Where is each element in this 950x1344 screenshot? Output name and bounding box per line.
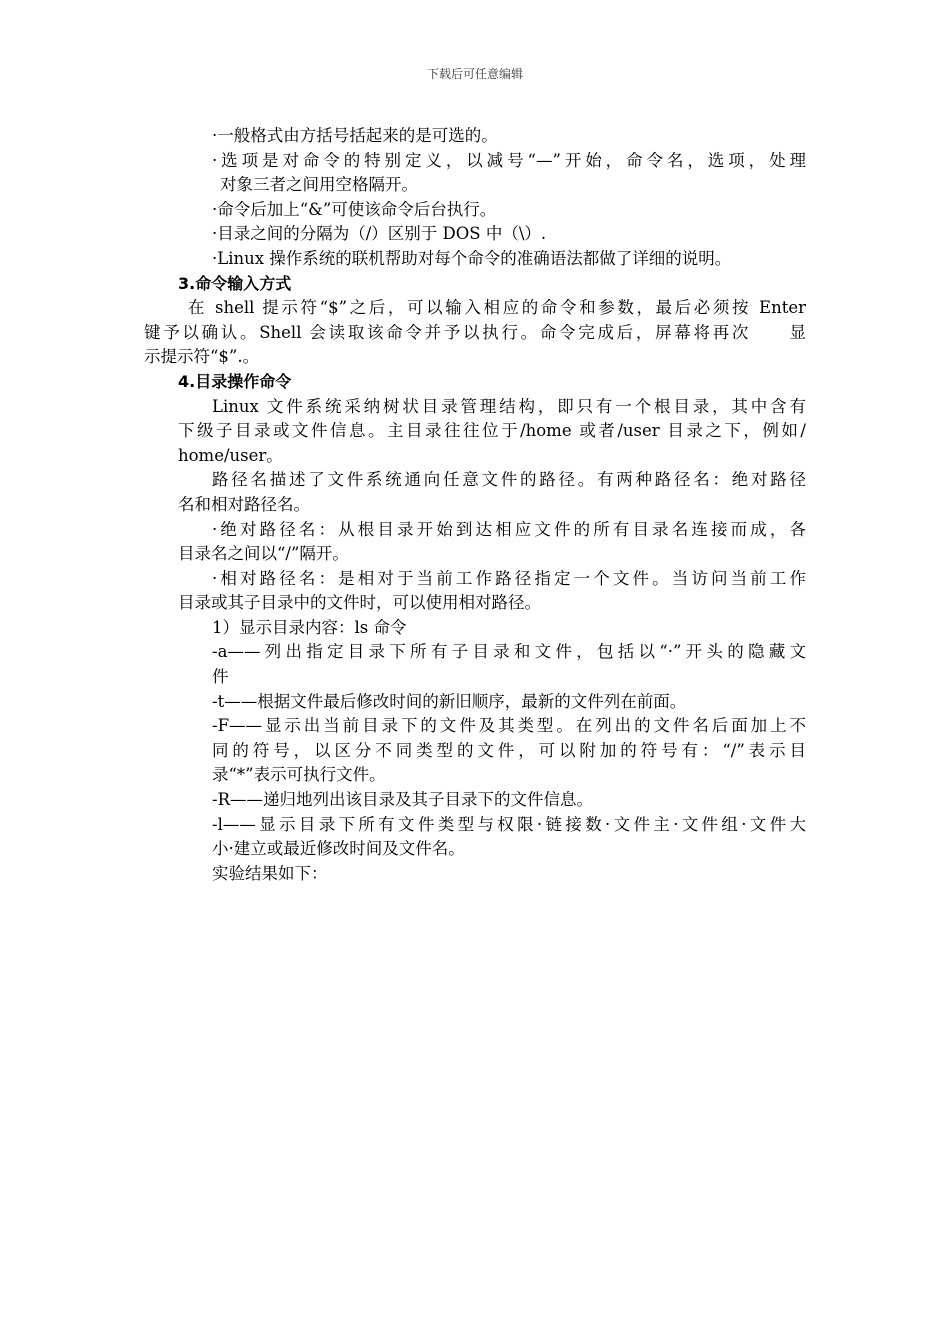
text-line: ·绝对路径名：从根目录开始到达相应文件的所有目录名连接而成，各 bbox=[212, 519, 806, 539]
page-header: 下载后可任意编辑 bbox=[426, 67, 523, 81]
ls-title bbox=[0, 616, 950, 641]
document-body bbox=[0, 124, 950, 886]
heading-text: 3.命令输入方式 bbox=[178, 273, 292, 293]
bullet-item bbox=[0, 247, 950, 272]
text-line: 件 bbox=[212, 667, 229, 687]
bullet-item bbox=[0, 222, 950, 247]
text-line: 在 shell 提示符“$”之后，可以输入相应的命令和参数，最后必须按 Enter bbox=[188, 298, 806, 318]
paragraph bbox=[0, 395, 950, 469]
paragraph bbox=[0, 518, 950, 567]
option-item bbox=[0, 788, 950, 813]
text-line: 示提示符“$”.。 bbox=[144, 347, 260, 367]
bullet-item bbox=[0, 198, 950, 223]
text-line: 录“*”表示可执行文件。 bbox=[212, 765, 386, 785]
option-item bbox=[0, 813, 950, 862]
text-line: Linux 文件系统采纳树状目录管理结构，即只有一个根目录，其中含有 bbox=[212, 396, 806, 416]
text-line: ·相对路径名：是相对于当前工作路径指定一个文件。当访问当前工作 bbox=[212, 568, 806, 588]
text-line: 名和相对路径名。 bbox=[178, 494, 310, 514]
section-heading bbox=[0, 272, 950, 297]
text-line: -t——根据文件最后修改时间的新旧顺序，最新的文件列在前面。 bbox=[212, 691, 687, 711]
text-line: 小·建立或最近修改时间及文件名。 bbox=[212, 839, 465, 859]
option-item bbox=[0, 714, 950, 788]
bullet-item bbox=[0, 149, 950, 198]
text-line: 1）显示目录内容：ls 命令 bbox=[212, 617, 407, 637]
bullet-item bbox=[0, 124, 950, 149]
text-line: 同的符号，以区分不同类型的文件，可以附加的符号有：“/”表示目 bbox=[212, 740, 806, 760]
text-line: 键予以确认。Shell 会读取该命令并予以执行。命令完成后，屏幕将再次 显 bbox=[144, 322, 806, 342]
text-line: 路径名描述了文件系统通向任意文件的路径。有两种路径名：绝对路径 bbox=[212, 470, 806, 490]
text-line: 目录或其子目录中的文件时，可以使用相对路径。 bbox=[178, 593, 541, 613]
text-line: -a——列出指定目录下所有子目录和文件，包括以“·”开头的隐藏文 bbox=[212, 642, 806, 662]
text-line: ·一般格式由方括号括起来的是可选的。 bbox=[212, 126, 498, 145]
text-line: 对象三者之间用空格隔开。 bbox=[220, 175, 418, 195]
section-heading bbox=[0, 370, 950, 395]
paragraph bbox=[0, 296, 950, 370]
text-line: 实验结果如下： bbox=[212, 863, 328, 883]
heading-text: 4.目录操作命令 bbox=[178, 371, 292, 391]
paragraph bbox=[0, 468, 950, 517]
text-line: ·命令后加上“&”可使该命令后台执行。 bbox=[212, 199, 497, 219]
text-line: -F——显示出当前目录下的文件及其类型。在列出的文件名后面加上不 bbox=[212, 716, 806, 736]
text-line: ·目录之间的分隔为（/）区别于 DOS 中（\）. bbox=[212, 224, 547, 244]
result-line bbox=[0, 862, 950, 887]
option-item bbox=[0, 690, 950, 715]
text-line: ·选项是对命令的特别定义，以减号“—”开始，命令名，选项，处理 bbox=[212, 150, 806, 170]
text-line: -l——显示目录下所有文件类型与权限·链接数·文件主·文件组·文件大 bbox=[212, 814, 806, 834]
text-line: ·Linux 操作系统的联机帮助对每个命令的准确语法都做了详细的说明。 bbox=[212, 248, 732, 268]
text-line: 目录名之间以“/”隔开。 bbox=[178, 544, 349, 564]
text-line: home/user。 bbox=[178, 445, 283, 465]
option-item bbox=[0, 640, 950, 689]
paragraph bbox=[0, 567, 950, 616]
text-line: 下级子目录或文件信息。主目录往往位于/home 或者/user 目录之下，例如/ bbox=[178, 421, 806, 441]
text-line: -R——递归地列出该目录及其子目录下的文件信息。 bbox=[212, 790, 593, 810]
